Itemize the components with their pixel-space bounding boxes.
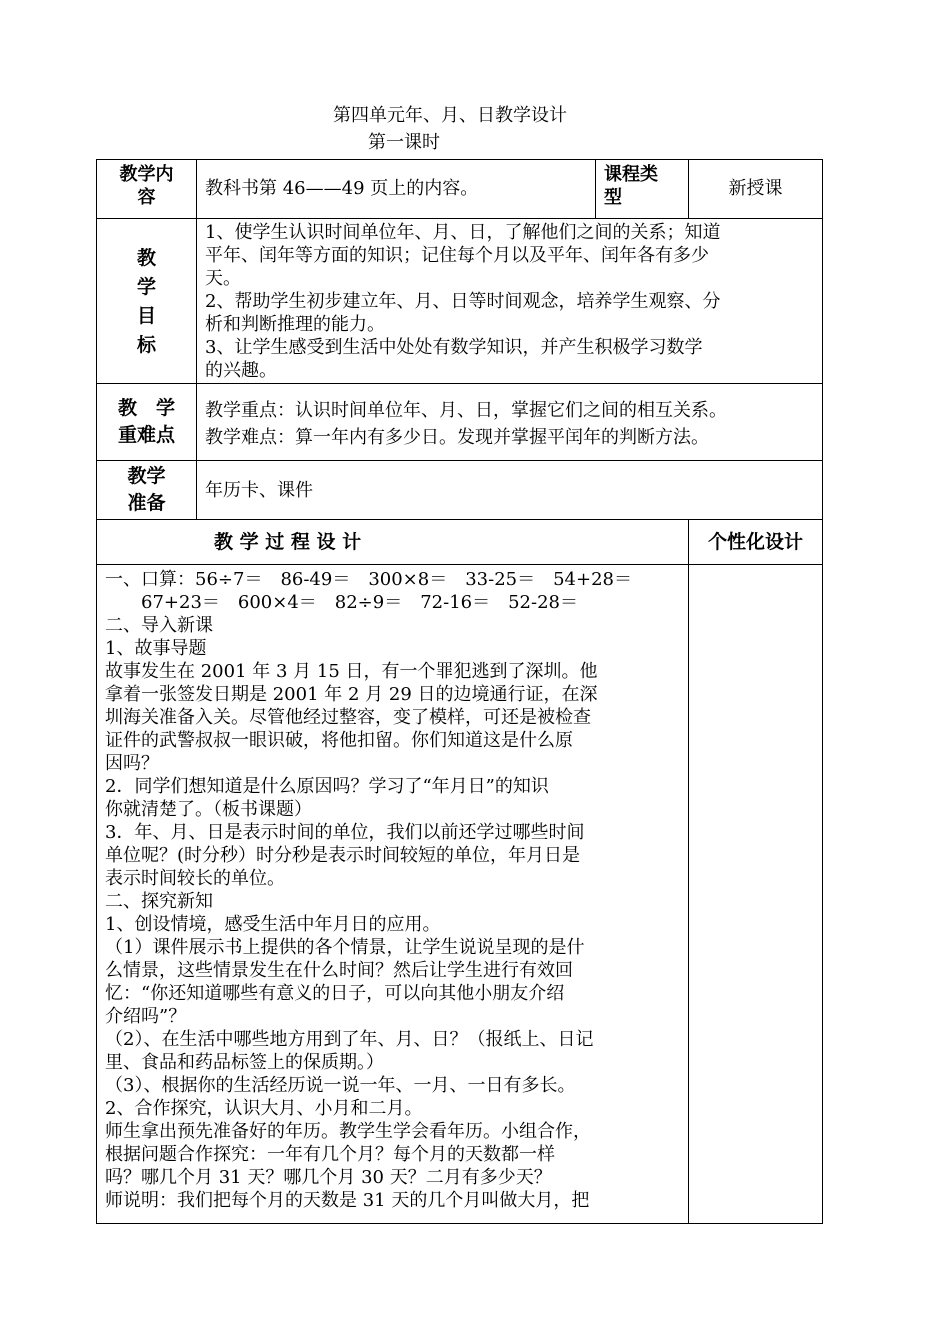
- personalized-design-cell: [689, 565, 822, 1223]
- process-line: 一、口算：56÷7＝ 86-49＝ 300×8＝ 33-25＝ 54+28＝: [105, 569, 632, 590]
- objectives-label-char: 目: [136, 305, 156, 327]
- process-line: 证件的武警叔叔一眼识破，将他扣留。你们知道这是什么原: [105, 730, 573, 751]
- process-line: 师说明：我们把每个月的天数是 31 天的几个月叫做大月，把: [105, 1190, 590, 1211]
- document-subtitle: 第一课时: [368, 132, 440, 153]
- preparation-label-line1: 教学: [127, 465, 166, 487]
- objectives-label-char: 学: [136, 276, 156, 298]
- process-line: 圳海关准备入关。尽管他经过整容，变了模样，可还是被检查: [105, 707, 591, 728]
- process-line: 忆：“你还知道哪些有意义的日子，可以向其他小朋友介绍: [105, 983, 565, 1004]
- objectives-text: [205, 221, 821, 382]
- preparation-value: 年历卡、课件: [205, 480, 313, 501]
- preparation-label-line2: 准备: [127, 492, 166, 514]
- process-line: 67+23＝ 600×4＝ 82÷9＝ 72-16＝ 52-28＝: [105, 592, 578, 613]
- key-points-label: [97, 395, 196, 449]
- content-label-line1: 教学内: [119, 164, 174, 185]
- personalized-design-header: 个性化设计: [707, 531, 803, 553]
- process-line: 吗？哪几个月 31 天？哪几个月 30 天？二月有多少天？: [105, 1167, 552, 1188]
- process-line: 里、食品和药品标签上的保质期。）: [105, 1052, 384, 1073]
- objectives-line: 析和判断推理的能力。: [205, 314, 385, 335]
- process-line: 么情景，这些情景发生在什么时间？然后让学生进行有效回: [105, 960, 573, 981]
- content-value: 教科书第 46——49 页上的内容。: [205, 178, 479, 199]
- process-line: 3．年、月、日是表示时间的单位，我们以前还学过哪些时间: [105, 822, 585, 843]
- key-points-label-line2: 重难点: [117, 424, 175, 446]
- process-line: 你就清楚了。（板书课题）: [105, 799, 312, 820]
- process-line: （2）、在生活中哪些地方用到了年、月、日？（报纸上、日记: [105, 1029, 594, 1050]
- process-line: （1）课件展示书上提供的各个情景，让学生说说呈现的是什: [105, 937, 585, 958]
- process-line: 根据问题合作探究：一年有几个月？每个月的天数都一样: [105, 1144, 555, 1165]
- process-header: 教 学 过 程 设 计: [214, 531, 362, 553]
- objectives-line: 3、让学生感受到生活中处处有数学知识，并产生积极学习数学: [205, 337, 703, 358]
- course-type-label-line1: 课程类: [604, 164, 658, 185]
- objectives-line: 1、使学生认识时间单位年、月、日，了解他们之间的关系；知道: [205, 222, 721, 243]
- process-line: 因吗？: [105, 753, 159, 774]
- content-label-line2: 容: [137, 187, 156, 208]
- course-type-label: [604, 163, 688, 209]
- objectives-label-char: 教: [136, 247, 156, 269]
- process-line: 1、故事导题: [105, 638, 207, 659]
- process-line: 故事发生在 2001 年 3 月 15 日，有一个罪犯逃到了深圳。他: [105, 661, 598, 682]
- process-line: 1、创设情境，感受生活中年月日的应用。: [105, 914, 441, 935]
- process-line: 2．同学们想知道是什么原因吗？学习了“年月日”的知识: [105, 776, 549, 797]
- process-line: 2、合作探究，认识大月、小月和二月。: [105, 1098, 423, 1119]
- process-line: 二、导入新课: [105, 615, 213, 636]
- objectives-label: [97, 244, 196, 360]
- key-point-line: 教学重点：认识时间单位年、月、日，掌握它们之间的相互关系。: [205, 400, 727, 421]
- content-label: [97, 163, 196, 209]
- process-line: 介绍吗”？: [105, 1006, 187, 1027]
- process-line: 单位呢？(时分秒）时分秒是表示时间较短的单位，年月日是: [105, 845, 581, 866]
- preparation-label: [97, 463, 196, 517]
- document-title: 第四单元年、月、日教学设计: [333, 105, 567, 126]
- process-line: 拿着一张签发日期是 2001 年 2 月 29 日的边境通行证，在深: [105, 684, 598, 705]
- objectives-line: 平年、闰年等方面的知识；记住每个月以及平年、闰年各有多少: [205, 245, 709, 266]
- objectives-line: 的兴趣。: [205, 360, 277, 381]
- key-points-text: [205, 397, 821, 451]
- process-line: 二、探究新知: [105, 891, 213, 912]
- objectives-line: 2、帮助学生初步建立年、月、日等时间观念，培养学生观察、分: [205, 291, 721, 312]
- process-body: [105, 568, 687, 1212]
- process-line: 表示时间较长的单位。: [105, 868, 285, 889]
- difficulty-line: 教学难点：算一年内有多少日。发现并掌握平闰年的判断方法。: [205, 427, 709, 448]
- objectives-line: 天。: [205, 268, 241, 289]
- course-type-value: 新授课: [728, 178, 783, 199]
- process-line: 师生拿出预先准备好的年历。教学生学会看年历。小组合作，: [105, 1121, 591, 1142]
- key-points-label-line1: 教 学: [117, 397, 175, 419]
- objectives-label-char: 标: [136, 334, 156, 356]
- course-type-label-line2: 型: [604, 187, 622, 208]
- process-line: （3）、根据你的生活经历说一说一年、一月、一日有多长。: [105, 1075, 576, 1096]
